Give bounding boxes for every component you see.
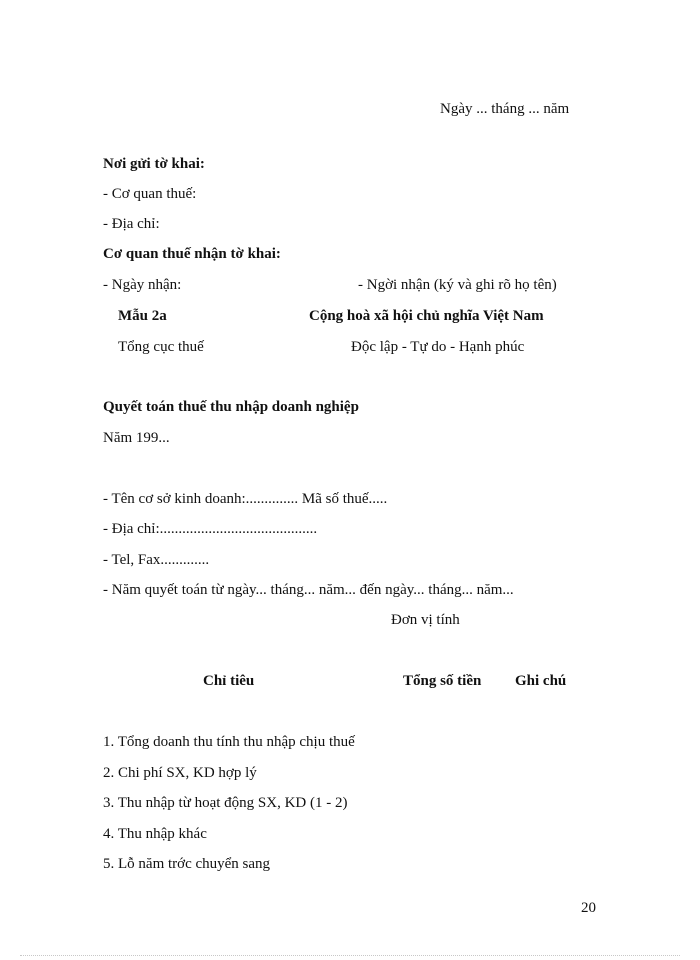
receiver-date: - Ngày nhận:: [103, 277, 182, 293]
form-number: Mẫu 2a: [118, 308, 167, 324]
business-address: - Địa chỉ:..........................................: [103, 521, 318, 537]
business-name: - Tên cơ sở kinh doanh:.............. Mã số thuế.....: [103, 491, 388, 507]
table-row: 3. Thu nhập từ hoạt động SX, KD (1 - 2): [103, 795, 348, 811]
sender-heading: Nơi gửi tờ khai:: [103, 156, 205, 172]
page-bottom-divider: [20, 955, 680, 956]
column-header-item: Chỉ tiêu: [203, 673, 255, 689]
table-row: 4. Thu nhập khác: [103, 826, 207, 842]
issuer: Tổng cục thuế: [118, 339, 204, 355]
document-title: Quyết toán thuế thu nhập doanh nghiệp: [103, 399, 359, 415]
receiver-heading: Cơ quan thuế nhận tờ khai:: [103, 246, 281, 262]
year-line: Năm 199...: [103, 430, 170, 446]
business-tel: - Tel, Fax.............: [103, 552, 210, 568]
table-row: 2. Chi phí SX, KD hợp lý: [103, 765, 257, 781]
receiver-person: - Ngời nhận (ký và ghi rõ họ tên): [358, 277, 557, 293]
motto: Độc lập - Tự do - Hạnh phúc: [351, 339, 525, 355]
date-line: Ngày ... tháng ... năm: [440, 101, 570, 117]
republic-title: Cộng hoà xã hội chủ nghĩa Việt Nam: [309, 308, 544, 324]
table-row: 5. Lỗ năm trớc chuyển sang: [103, 856, 271, 872]
sender-agency: - Cơ quan thuế:: [103, 186, 197, 202]
column-header-note: Ghi chú: [515, 673, 567, 689]
settlement-period: - Năm quyết toán từ ngày... tháng... năm... đến ngày... tháng... năm...: [103, 582, 514, 598]
sender-address: - Địa chỉ:: [103, 216, 160, 232]
unit-label: Đơn vị tính: [391, 612, 460, 628]
page-number: 20: [581, 900, 596, 916]
table-row: 1. Tổng doanh thu tính thu nhập chịu thuế: [103, 734, 355, 750]
column-header-total: Tổng số tiền: [403, 673, 482, 689]
